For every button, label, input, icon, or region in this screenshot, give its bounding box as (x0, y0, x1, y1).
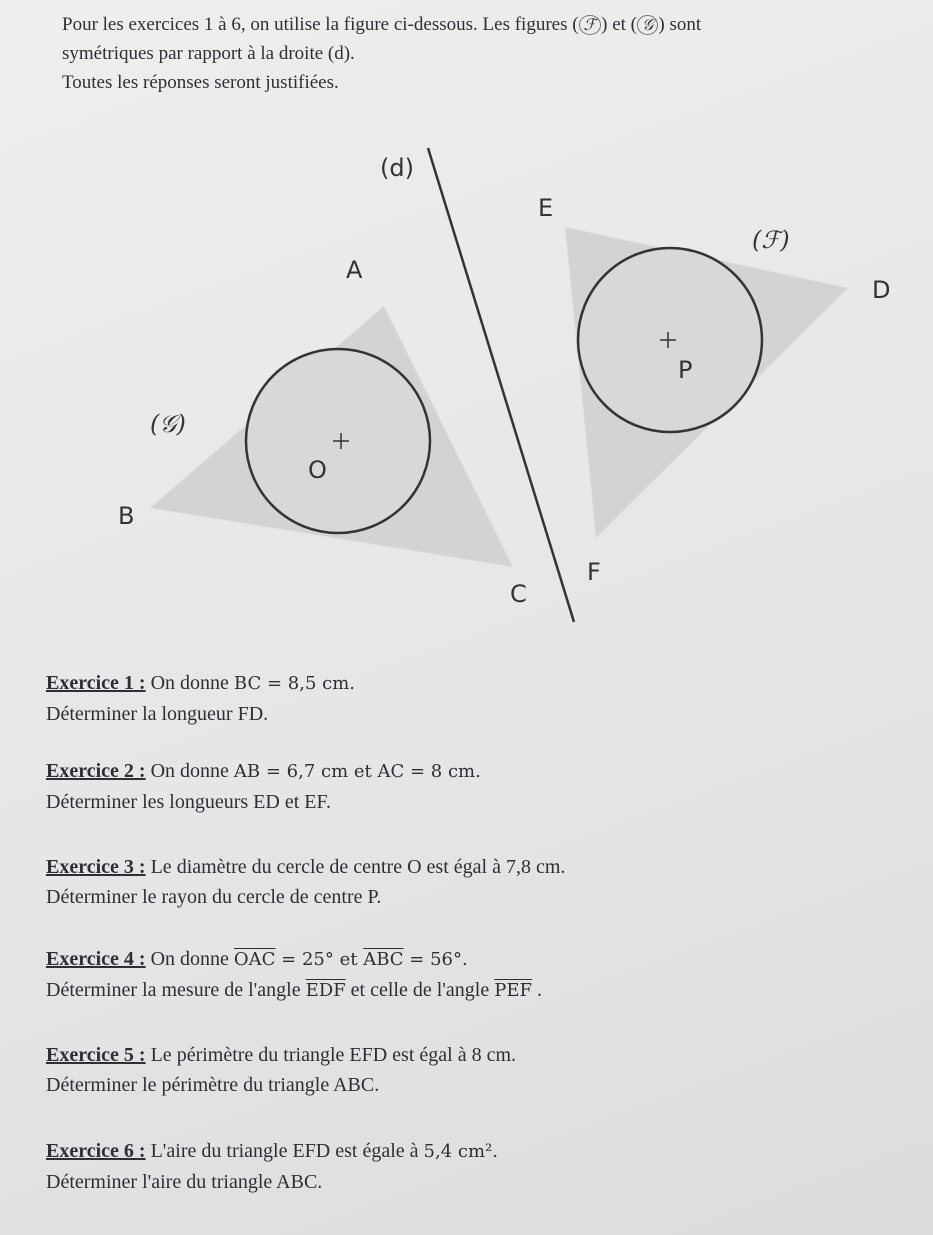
exercise-4 (46, 944, 542, 1006)
exercise-5-given: Le périmètre du triangle EFD est égal à 8 cm. (145, 1044, 517, 1066)
exercise-2-given: On donne (145, 760, 234, 782)
exercise-1-given: On donne (145, 672, 234, 694)
exercise-1-question: Déterminer la longueur FD. (46, 703, 269, 725)
label-point-o: O (308, 456, 327, 484)
exercise-1-math: BC = 8,5 cm. (233, 673, 355, 694)
exercise-4-angle-edf: $\overline{EDF}$ (305, 980, 346, 1001)
label-point-b: B (118, 502, 135, 530)
intro-text-c: ) sont (658, 14, 702, 35)
exercise-2-math: AB = 6,7 cm et AC = 8 cm. (233, 761, 481, 782)
intro-line-2: symétriques par rapport à la droite (d). (62, 43, 355, 64)
label-point-f: F (587, 558, 601, 586)
exercise-5-title: Exercice 5 : (46, 1044, 146, 1066)
exercise-2-question: Déterminer les longueurs ED et EF. (46, 791, 331, 813)
exercise-5 (46, 1040, 516, 1100)
exercise-6-given: L'aire du triangle EFD est égale à (145, 1140, 424, 1162)
exercise-4-question-a: Déterminer la mesure de l'angle (46, 979, 306, 1001)
exercise-5-question: Déterminer le périmètre du triangle ABC. (46, 1074, 380, 1096)
exercise-6-title: Exercice 6 : (46, 1140, 146, 1162)
label-figure-f: (ℱ) (752, 226, 790, 254)
exercise-4-value-1: = 25° et (275, 949, 364, 970)
intro (62, 10, 922, 97)
exercise-3-given: Le diamètre du cercle de centre O est égal à 7,8 cm. (145, 856, 566, 878)
label-point-p: P (678, 356, 693, 384)
label-line-d: (d) (380, 154, 414, 182)
intro-line-1 (62, 10, 922, 39)
exercise-4-angle-abc: $\overline{ABC}$ (363, 949, 404, 970)
exercise-2 (46, 756, 481, 817)
exercise-4-question (46, 975, 542, 1006)
label-point-d: D (872, 276, 891, 304)
exercise-6-math: 5,4 cm². (423, 1141, 498, 1162)
exercise-4-angle-pef: $\overline{PEF}$ (494, 980, 532, 1001)
exercise-6 (46, 1136, 498, 1197)
label-point-c: C (510, 580, 527, 608)
exercise-4-question-c: . (531, 979, 542, 1001)
intro-text-b: ) et ( (601, 14, 637, 35)
label-point-e: E (538, 194, 554, 222)
exercise-1-title: Exercice 1 : (46, 672, 146, 694)
exercise-4-given: On donne (145, 948, 234, 970)
exercise-4-value-2: = 56°. (403, 949, 468, 970)
intro-line-3: Toutes les réponses seront justifiées. (62, 72, 339, 93)
label-figure-g: (𝒢) (150, 410, 186, 438)
exercise-1 (46, 668, 355, 729)
exercise-4-title: Exercice 4 : (46, 948, 146, 970)
figure-f-symbol: ℱ (579, 15, 602, 35)
exercise-3 (46, 852, 565, 912)
exercise-3-title: Exercice 3 : (46, 856, 146, 878)
exercise-3-question: Déterminer le rayon du cercle de centre P. (46, 886, 382, 908)
exercise-2-title: Exercice 2 : (46, 760, 146, 782)
exercise-4-angle-oac: $\overline{OAC}$ (233, 949, 276, 970)
figure-g-symbol: 𝒢 (637, 15, 658, 35)
label-point-a: A (346, 256, 363, 284)
exercise-6-question: Déterminer l'aire du triangle ABC. (46, 1171, 323, 1193)
intro-text-a: Pour les exercices 1 à 6, on utilise la figure ci-dessous. Les figures ( (62, 14, 579, 35)
geometry-figure (0, 120, 933, 640)
exercise-4-question-b: et celle de l'angle (345, 979, 495, 1001)
